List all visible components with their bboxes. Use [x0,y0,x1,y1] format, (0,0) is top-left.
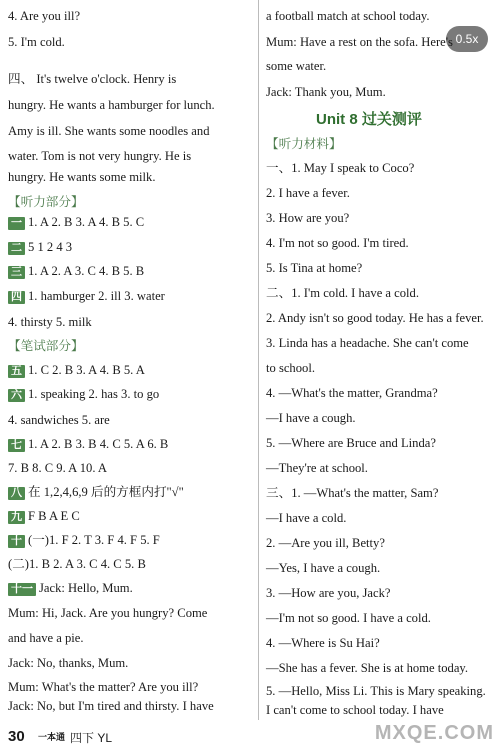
unit-title: Unit 8 过关测评 [316,111,422,128]
zoom-badge[interactable]: 0.5x [446,26,488,52]
text-line: Jack: No, thanks, Mum. [8,656,129,670]
answer-row [8,290,165,304]
question-tag: 六 [8,389,25,402]
text-line: 4. —Where is Su Hai? [266,636,380,650]
text-line: a football match at school today. [266,9,430,23]
answer-text: 1. A 2. B 3. B 4. C 5. A 6. B [28,437,169,451]
text-line: 四、 It's twelve o'clock. Henry is [8,72,177,86]
text-line: Mum: Hi, Jack. Are you hungry? Come [8,606,208,620]
text-line: water. Tom is not very hungry. He is [8,149,192,163]
answer-row [8,265,144,279]
answer-row [8,510,80,524]
text-line: 4. —What's the matter, Grandma? [266,386,438,400]
text-line: Mum: Have a rest on the sofa. Here's [266,35,453,49]
text-line: to school. [266,361,315,375]
page-footer [0,718,500,753]
text-line: some water. [266,59,327,73]
text-line: 5. —Hello, Miss Li. This is Mary speaking. [266,684,486,698]
text-line: hungry. He wants some milk. [8,170,156,184]
question-tag: 五 [8,365,25,378]
text-line: Amy is ill. She wants some noodles and [8,124,210,138]
question-tag: 七 [8,439,25,452]
section-heading: 【听力部分】 [8,195,84,209]
answer-text: 1. speaking 2. has 3. to go [28,387,160,401]
question-tag: 一 [8,217,25,230]
text-line: 2. I have a fever. [266,186,350,200]
question-tag: 四 [8,291,25,304]
text-line: 2. Andy isn't so good today. He has a fever. [266,311,484,325]
question-tag: 十一 [8,583,36,596]
text-line: 3. How are you? [266,211,350,225]
answer-row [8,364,145,378]
text-line: 5. I'm cold. [8,35,65,49]
answer-row [8,388,159,402]
text-line: 4. sandwiches 5. are [8,413,110,427]
question-tag: 九 [8,511,25,524]
text-line: 2. —Are you ill, Betty? [266,536,385,550]
text-line: Mum: What's the matter? Are you ill? [8,680,199,694]
answer-text: Jack: Hello, Mum. [39,581,133,595]
text-line: 4. thirsty 5. milk [8,315,92,329]
question-tag: 十 [8,535,25,548]
text-line: —They're at school. [266,461,368,475]
edition-label: 四下 YL [70,731,113,745]
text-line: 3. —How are you, Jack? [266,586,391,600]
section-heading: 【听力材料】 [266,137,342,151]
text-line: 4. Are you ill? [8,9,81,23]
section-heading: 【笔试部分】 [8,339,84,353]
text-line: (二)1. B 2. A 3. C 4. C 5. B [8,557,146,571]
answer-text: 1. A 2. B 3. A 4. B 5. C [28,215,145,229]
text-line: 3. Linda has a headache. She can't come [266,336,469,350]
text-line: —I have a cough. [266,411,356,425]
text-line: 4. I'm not so good. I'm tired. [266,236,409,250]
question-tag: 八 [8,487,25,500]
answer-text: (一)1. F 2. T 3. F 4. F 5. F [28,533,160,547]
answer-row [8,582,133,596]
brand-logo: 一本通 [38,732,66,742]
text-line: 5. —Where are Bruce and Linda? [266,436,436,450]
column-divider [258,0,259,720]
text-line: —I have a cold. [266,511,347,525]
answer-text: 5 1 2 4 3 [28,240,73,254]
text-line: 二、1. I'm cold. I have a cold. [266,286,420,300]
page-number: 30 [8,728,25,745]
answer-text: 1. C 2. B 3. A 4. B 5. A [28,363,145,377]
question-tag: 二 [8,242,25,255]
answer-text: F B A E C [28,509,80,523]
answer-text: 1. A 2. A 3. C 4. B 5. B [28,264,145,278]
text-line: 7. B 8. C 9. A 10. A [8,461,108,475]
text-line: hungry. He wants a hamburger for lunch. [8,98,215,112]
text-line: —She has a fever. She is at home today. [266,661,469,675]
text-line: and have a pie. [8,631,84,645]
text-line: I can't come to school today. I have [266,703,444,717]
text-line: 三、1. —What's the matter, Sam? [266,486,439,500]
text-line: Jack: Thank you, Mum. [266,85,386,99]
answer-row [8,216,144,230]
text-line: 5. Is Tina at home? [266,261,363,275]
text-line: —I'm not so good. I have a cold. [266,611,431,625]
text-line: Jack: No, but I'm tired and thirsty. I have [8,699,214,713]
answer-row [8,438,168,452]
answer-text: 在 1,2,4,6,9 后的方框内打"√" [28,485,184,499]
answer-row [8,241,72,255]
answer-row [8,486,184,500]
text-line: —Yes, I have a cough. [266,561,381,575]
answer-row [8,534,160,548]
question-tag: 三 [8,266,25,279]
answer-text: 1. hamburger 2. ill 3. water [28,289,165,303]
watermark: MXQE.COM [374,722,494,744]
text-line: 一、1. May I speak to Coco? [266,161,415,175]
